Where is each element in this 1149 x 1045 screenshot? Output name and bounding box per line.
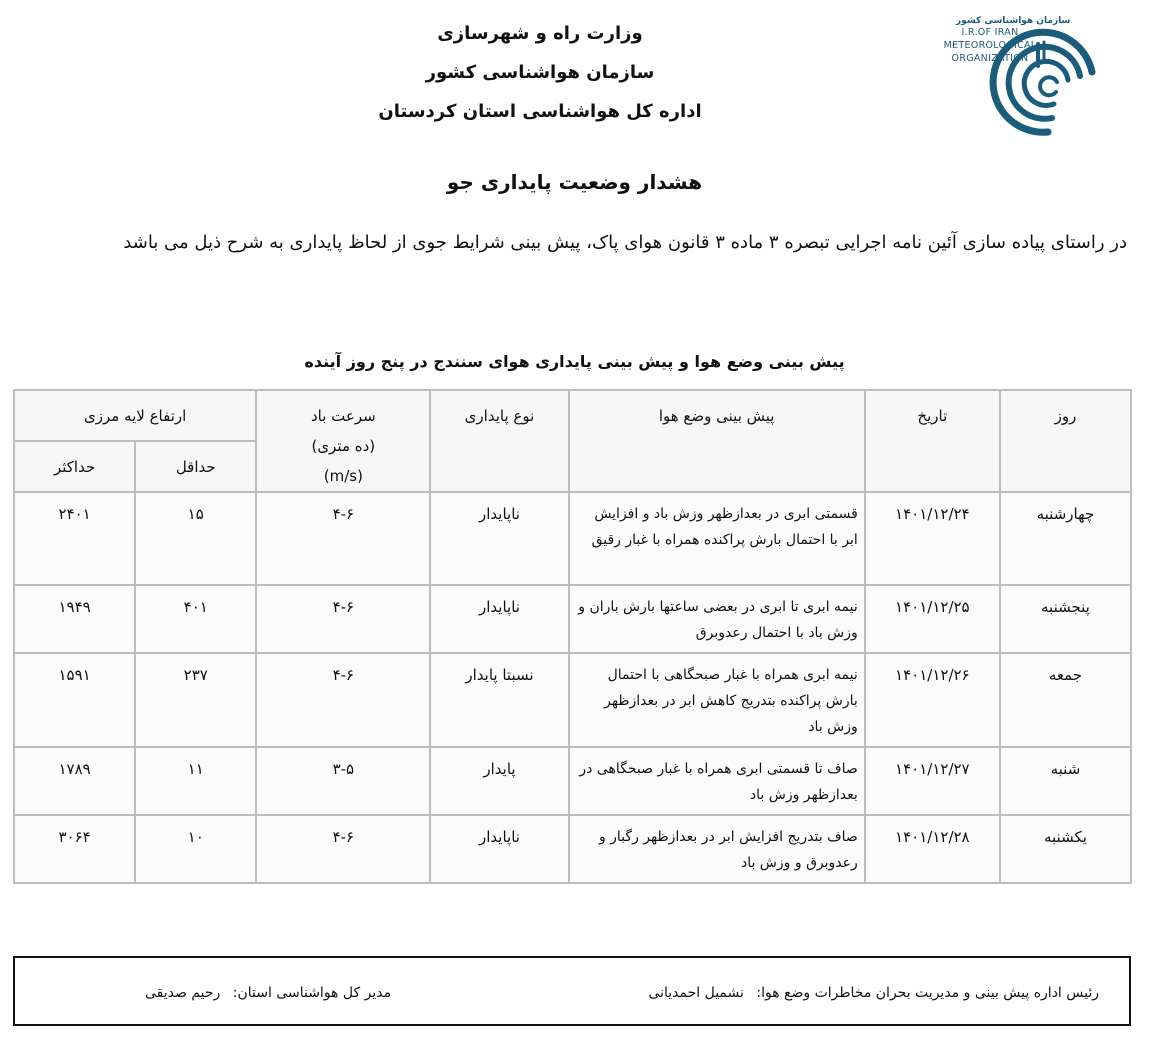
col-header-max: حداکثر <box>14 441 135 492</box>
org-header <box>340 14 740 131</box>
col-header-day: روز <box>1000 390 1131 492</box>
forecast-table <box>13 389 1132 884</box>
cell-stability: ناپایدار <box>430 815 568 883</box>
cell-stability: پایدار <box>430 747 568 815</box>
cell-min: ۱۱ <box>135 747 256 815</box>
cell-max: ۲۴۰۱ <box>14 492 135 585</box>
cell-day: جمعه <box>1000 653 1131 747</box>
col-header-min: حداقل <box>135 441 256 492</box>
cell-max: ۱۵۹۱ <box>14 653 135 747</box>
cell-day: شنبه <box>1000 747 1131 815</box>
cell-wind: ۴-۶ <box>256 653 430 747</box>
cell-wind: ۳-۵ <box>256 747 430 815</box>
cell-weather: صاف تا قسمتی ابری همراه با غبار صبحگاهی در بعدازظهر وزش باد <box>569 747 865 815</box>
logo-en-line3: ORGANIZATION <box>951 53 1029 64</box>
table-row <box>14 492 1131 585</box>
logo-english-text <box>940 26 1040 65</box>
cell-stability: ناپایدار <box>430 492 568 585</box>
table-row <box>14 747 1131 815</box>
organization-name: سازمان هواشناسی کشور <box>425 62 655 83</box>
cell-day: پنجشنبه <box>1000 585 1131 653</box>
logo-en-line2: METEOROLOGICAL <box>943 40 1037 51</box>
intro-paragraph: در راستای پیاده سازی آئین نامه اجرایی تبصره ۳ ماده ۳ قانون هوای پاک، پیش بینی شرایط جوی از لحاظ پایداری به شرح ذیل می باشد <box>123 232 1127 253</box>
cell-wind: ۴-۶ <box>256 815 430 883</box>
table-row <box>14 653 1131 747</box>
cell-date: ۱۴۰۱/۱۲/۲۶ <box>865 653 1000 747</box>
department-name: اداره کل هواشناسی استان کردستان <box>378 101 702 122</box>
cell-date: ۱۴۰۱/۱۲/۲۸ <box>865 815 1000 883</box>
cell-min: ۲۳۷ <box>135 653 256 747</box>
col-header-boundary-layer: ارتفاع لایه مرزی <box>14 390 256 441</box>
cell-weather: نیمه ابری تا ابری در بعضی ساعتها بارش باران و وزش باد با احتمال رعدوبرق <box>569 585 865 653</box>
col-header-weather: پیش بینی وضع هوا <box>569 390 865 492</box>
cell-weather: قسمتی ابری در بعدازظهر وزش باد و افزایش ابر با احتمال بارش پراکنده همراه با غبار رقیق <box>569 492 865 585</box>
cell-stability: ناپایدار <box>430 585 568 653</box>
forecast-head-name: نشمیل احمدیانی <box>648 985 744 1001</box>
table-title: پیش بینی وضع هوا و پیش بینی پایداری هوای سنندج در پنج روز آینده <box>304 352 845 371</box>
director-label: مدیر کل هواشناسی استان: <box>232 985 392 1001</box>
wind-header-line3: (m/s) <box>323 467 363 485</box>
cell-date: ۱۴۰۱/۱۲/۲۴ <box>865 492 1000 585</box>
table-row <box>14 585 1131 653</box>
cell-max: ۱۷۸۹ <box>14 747 135 815</box>
signature-box <box>13 956 1131 1026</box>
table-row <box>14 815 1131 883</box>
col-header-date: تاریخ <box>865 390 1000 492</box>
director-signature <box>145 985 391 1001</box>
col-header-stability: نوع پایداری <box>430 390 568 492</box>
cell-day: چهارشنبه <box>1000 492 1131 585</box>
meteorological-organization-logo <box>940 14 1105 136</box>
logo-en-line1: I.R.OF IRAN <box>961 27 1019 38</box>
cell-wind: ۴-۶ <box>256 492 430 585</box>
cell-max: ۱۹۴۹ <box>14 585 135 653</box>
document-title: هشدار وضعیت پایداری جو <box>446 170 703 194</box>
cell-min: ۴۰۱ <box>135 585 256 653</box>
cell-min: ۱۵ <box>135 492 256 585</box>
cell-stability: نسبتا پایدار <box>430 653 568 747</box>
wind-header-line2: (ده متری) <box>311 437 376 455</box>
cell-weather: صاف بتدریج افزایش ابر در بعدازظهر رگبار و رعدوبرق و وزش باد <box>569 815 865 883</box>
cell-date: ۱۴۰۱/۱۲/۲۵ <box>865 585 1000 653</box>
director-name: رحیم صدیقی <box>145 985 221 1001</box>
wind-header-line1: سرعت باد <box>310 407 376 425</box>
cell-max: ۳۰۶۴ <box>14 815 135 883</box>
cell-date: ۱۴۰۱/۱۲/۲۷ <box>865 747 1000 815</box>
cell-min: ۱۰ <box>135 815 256 883</box>
cell-weather: نیمه ابری همراه با غبار صبحگاهی با احتمال بارش پراکنده بتدریج کاهش ابر در بعدازظهر وزش باد <box>569 653 865 747</box>
forecast-head-signature <box>648 985 1099 1001</box>
forecast-head-label: رئیس اداره پیش بینی و مدیریت بحران مخاطرات وضع هوا: <box>756 985 1099 1001</box>
cell-day: یکشنبه <box>1000 815 1131 883</box>
logo-persian-text: سازمان هواشناسی کشور <box>956 16 1071 26</box>
ministry-name: وزارت راه و شهرسازی <box>437 23 643 44</box>
col-header-wind-speed <box>256 390 430 492</box>
cell-wind: ۴-۶ <box>256 585 430 653</box>
